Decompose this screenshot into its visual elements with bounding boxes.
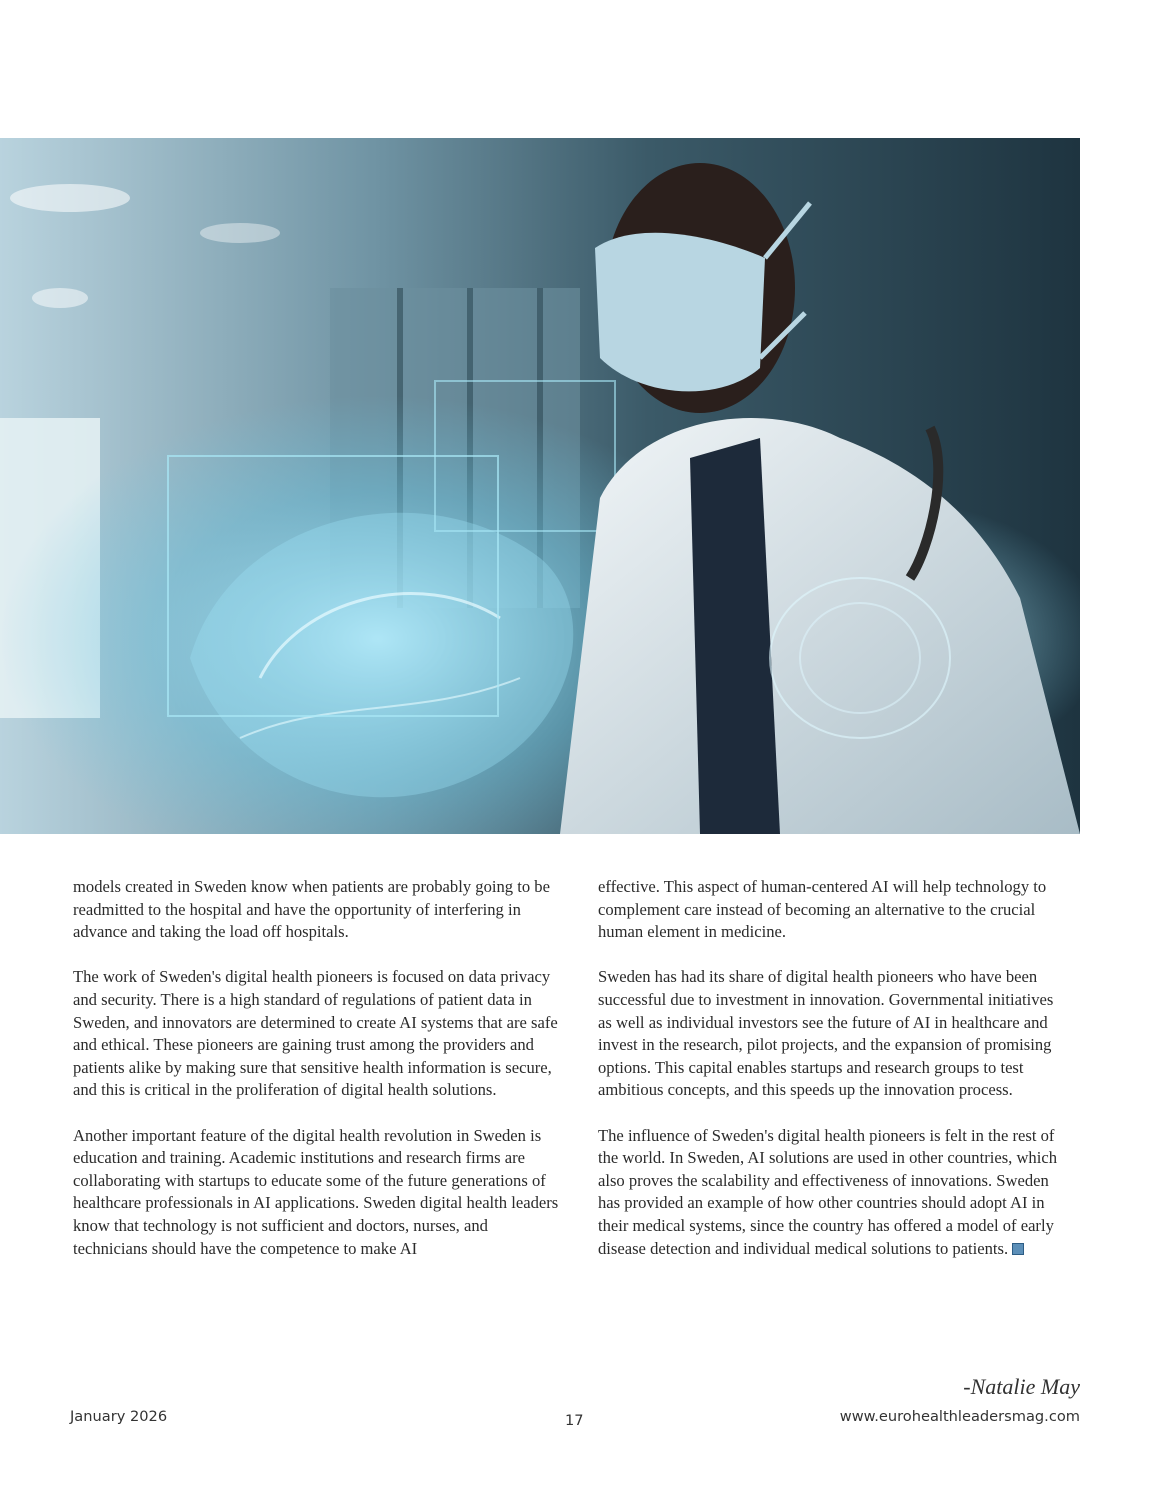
- article-right-column: [598, 876, 1070, 1283]
- footer-page-number: 17: [565, 1412, 584, 1429]
- article-paragraph-final: [598, 1125, 1070, 1261]
- article-paragraph-text: The influence of Sweden's digital health pioneers is felt in the rest of the world. In Sweden, AI solutions are used in other countries, which also proves the scalability and effectiveness of innovations. Sweden has provided an example of how other countries should adopt AI in their medical systems, since the country has offered a model of early disease detection and individual medical solutions to patients.: [598, 1125, 1058, 1258]
- article-paragraph: Another important feature of the digital health revolution in Sweden is education and training. Academic institutions and research firms are collaborating with startups to educate some of the future generations of healthcare professionals in AI applications. Sweden digital health leaders know that technology is not sufficient and doctors, nurses, and technicians should have the competence to make AI: [73, 1125, 559, 1258]
- article-paragraph: effective. This aspect of human-centered AI will help technology to complement care instead of becoming an alternative to the crucial human element in medicine.: [598, 877, 1047, 942]
- hero-image: [0, 138, 1080, 834]
- author-byline: -Natalie May: [963, 1374, 1080, 1399]
- article-paragraph: Sweden has had its share of digital health pioneers who have been successful due to investment in innovation. Governmental initiatives as well as individual investors see the future of AI in healthcare and invest in the research, pilot projects, and the expansion of promising options. This capital enables startups and research groups to test ambitious concepts, and this speeds up the innovation process.: [598, 967, 1054, 1100]
- article-paragraph: models created in Sweden know when patients are probably going to be readmitted to the hospital and have the opportunity of interfering in advance and taking the load off hospitals.: [73, 877, 550, 942]
- footer-date: January 2026: [70, 1408, 168, 1425]
- article-paragraph: The work of Sweden's digital health pioneers is focused on data privacy and security. There is a high standard of regulations of patient data in Sweden, and innovators are determined to create AI systems that are safe and ethical. These pioneers are gaining trust among the providers and patients alike by making sure that sensitive health information is secure, and this is critical in the proliferation of digital health solutions.: [73, 967, 558, 1100]
- end-mark-icon: [1012, 1243, 1024, 1255]
- article-left-column: [73, 876, 563, 1283]
- doctor-hologram-photo-icon: [0, 138, 1080, 834]
- footer-website: www.eurohealthleadersmag.com: [839, 1408, 1080, 1425]
